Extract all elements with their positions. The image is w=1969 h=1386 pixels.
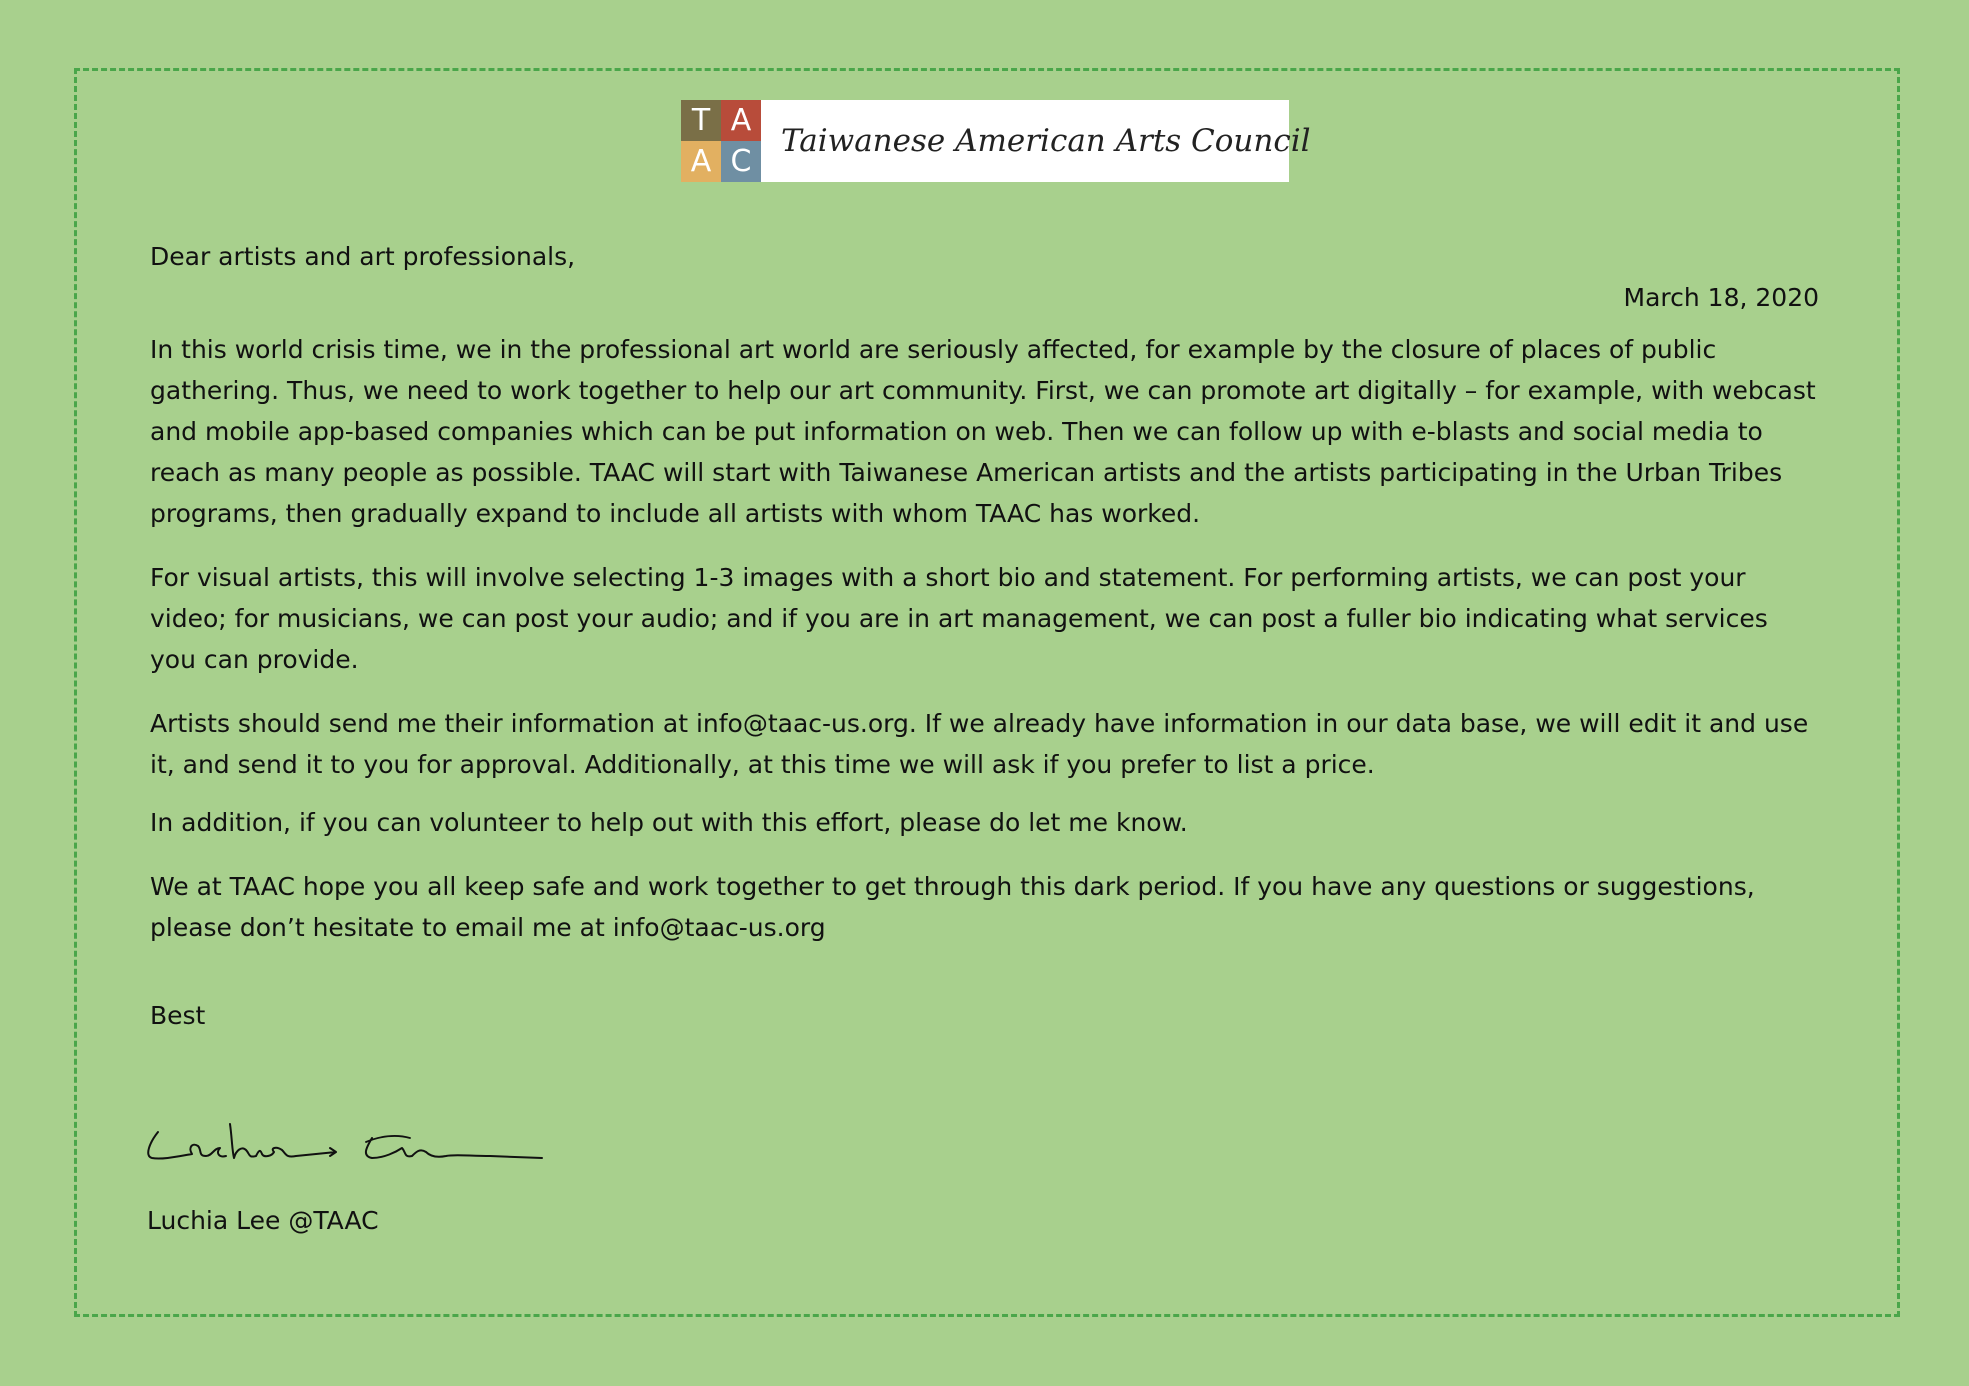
signer-name: Luchia Lee @TAAC xyxy=(147,1206,379,1235)
salutation: Dear artists and art professionals, xyxy=(150,242,576,271)
taac-logo xyxy=(681,100,1311,182)
logo-letter-c: C xyxy=(721,141,761,182)
letter-body xyxy=(150,236,1820,1059)
taac-logo-mark xyxy=(681,100,761,182)
paragraph-closing-remarks: We at TAAC hope you all keep safe and work together to get through this dark period. If you have any questions or suggestions, please don’t hesitate to email me at info@taac-us.org xyxy=(150,872,1755,942)
paragraph-send-info: Artists should send me their information at info@taac-us.org. If we already have information in our data base, we will edit it and use it, and send it to you for approval. Additionally, at this time we will ask if you prefer to list a price. xyxy=(150,709,1809,779)
closing: Best xyxy=(150,1001,206,1030)
organization-name: Taiwanese American Arts Council xyxy=(781,123,1311,159)
handwritten-signature xyxy=(140,1112,550,1172)
logo-letter-a-bottom: A xyxy=(681,141,721,182)
logo-letter-a-top: A xyxy=(721,100,761,141)
paragraph-submission-types: For visual artists, this will involve selecting 1-3 images with a short bio and statement. For performing artists, we can post your video; for musicians, we can post your audio; and if you are in art management, we can post a fuller bio indicating what services you can provide. xyxy=(150,563,1768,674)
letter-date: March 18, 2020 xyxy=(1623,283,1819,312)
logo-letter-t: T xyxy=(681,100,721,141)
paragraph-volunteer: In addition, if you can volunteer to help out with this effort, please do let me know. xyxy=(150,808,1188,837)
paragraph-crisis: In this world crisis time, we in the professional art world are seriously affected, for example by the closure of places of public gathering. Thus, we need to work together to help our art community. First, we can promote art digitally – for example, with webcast and mobile app-based companies which can be put information on web. Then we can follow up with e-blasts and social media to reach as many people as possible. TAAC will start with Taiwanese American artists and the artists participating in the Urban Tribes programs, then gradually expand to include all artists with whom TAAC has worked. xyxy=(150,335,1816,528)
